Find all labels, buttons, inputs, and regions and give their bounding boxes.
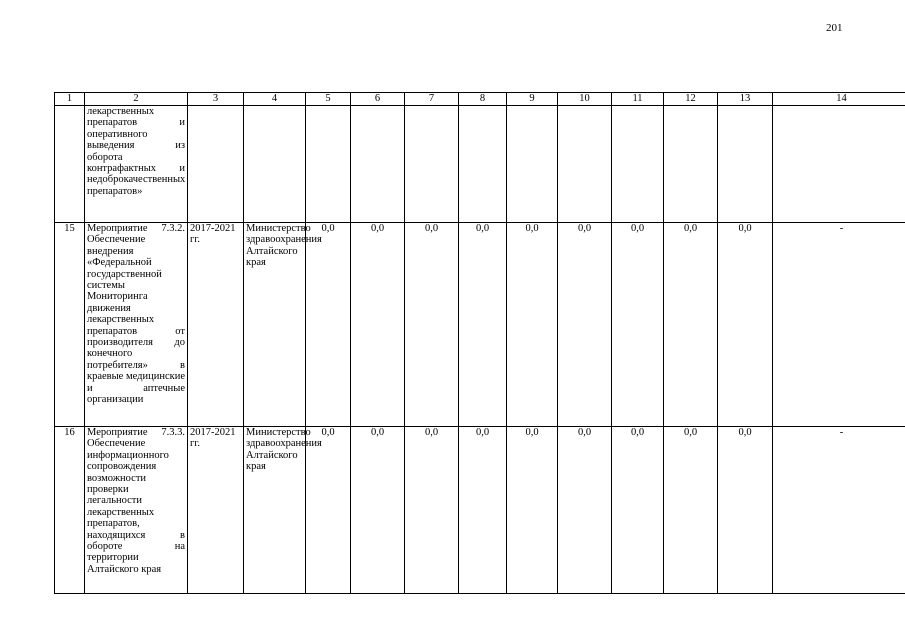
value-cell: 0,0 (664, 223, 718, 427)
column-header: 1 (55, 93, 85, 106)
column-header: 3 (188, 93, 244, 106)
column-header: 6 (351, 93, 405, 106)
value-cell: 0,0 (405, 223, 459, 427)
program-table (54, 92, 905, 594)
column-header: 10 (558, 93, 612, 106)
column-header: 11 (612, 93, 664, 106)
value-cell: 0,0 (306, 427, 351, 594)
value-cell: 0,0 (612, 427, 664, 594)
column-header: 9 (507, 93, 558, 106)
value-cell: 0,0 (507, 427, 558, 594)
value-cell: 0,0 (351, 427, 405, 594)
column-header: 7 (405, 93, 459, 106)
column-header: 4 (244, 93, 306, 106)
column-header: 5 (306, 93, 351, 106)
measure-description: Мероприятие 7.3.2. Обеспечение внедрения «Федеральной государственной системы Мониторинга движения лекарственных препаратов от производителя до конечного потребителя» в краевые медицинские и аптечные организации (85, 223, 188, 427)
table-row (55, 427, 905, 594)
column-header: 8 (459, 93, 507, 106)
value-cell: 0,0 (507, 223, 558, 427)
executor-cell: Министерство здравоохранения Алтайского края (244, 427, 306, 594)
measure-description: Мероприятие 7.3.3. Обеспечение информационного сопровождения возможности проверки легальности лекарственных препаратов, находящихся в обороте на территории Алтайского края (85, 427, 188, 594)
value-cell: 0,0 (612, 223, 664, 427)
value-cell: 0,0 (351, 223, 405, 427)
value-cell: 0,0 (664, 427, 718, 594)
continuation-description: лекарственных препаратов и оперативного выведения из оборота контрафактных и недоброкачественных препаратов» (85, 106, 188, 223)
period-cell: 2017-2021 гг. (188, 223, 244, 427)
row-number: 16 (55, 427, 85, 594)
column-header: 13 (718, 93, 773, 106)
value-cell: 0,0 (459, 223, 507, 427)
column-number-row (55, 93, 905, 106)
row-number: 15 (55, 223, 85, 427)
column-header: 2 (85, 93, 188, 106)
continuation-row (55, 106, 905, 223)
executor-cell: Министерство здравоохранения Алтайского края (244, 223, 306, 427)
source-cell: - (773, 427, 905, 594)
period-cell: 2017-2021 гг. (188, 427, 244, 594)
source-cell: - (773, 223, 905, 427)
column-header: 12 (664, 93, 718, 106)
value-cell: 0,0 (405, 427, 459, 594)
value-cell: 0,0 (718, 223, 773, 427)
value-cell: 0,0 (306, 223, 351, 427)
table-row (55, 223, 905, 427)
column-header: 14 (773, 93, 905, 106)
value-cell: 0,0 (558, 427, 612, 594)
page-number: 201 (826, 22, 843, 34)
value-cell: 0,0 (459, 427, 507, 594)
value-cell: 0,0 (558, 223, 612, 427)
value-cell: 0,0 (718, 427, 773, 594)
